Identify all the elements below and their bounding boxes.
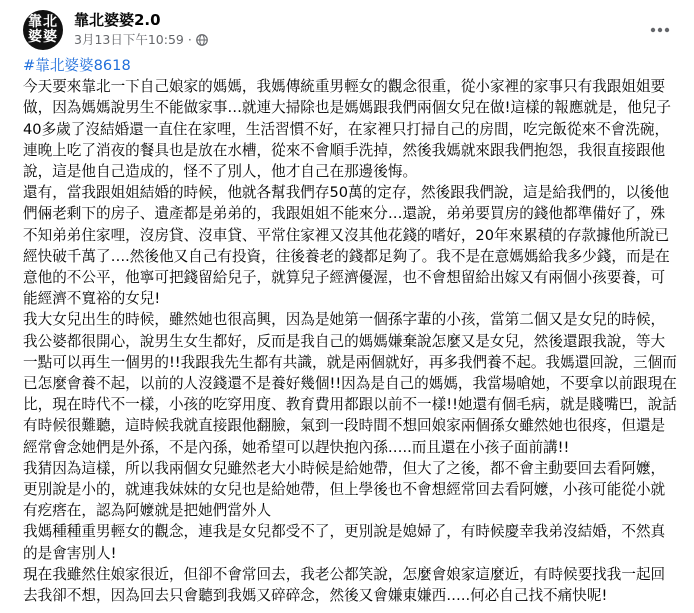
separator-dot: · (187, 32, 192, 47)
post-paragraph: 我猜因為這樣，所以我兩個女兒雖然老大小時候是給她帶，但大了之後，都不會主動要回去看阿嬤，更別說是小的，就連我妹妹的女兒也是給她帶，但上學後也不會想經常回去看阿嬤，小孩可能從小就有疙瘩在，認為阿嬤就是把她們當外人 (23, 459, 666, 520)
post-paragraph: 我大女兒出生的時候，雖然她也很高興，因為是她第一個孫字輩的小孩，當第二個又是女兒的時候，我公婆都很開心，說男生女生都好，反而是我自己的媽媽嫌棄說怎麼又是女兒，然後還跟我說，等大一點可以再生一個男的!!我跟我先生都有共識，就是兩個就好，再多我們養不起。我媽還回說，三個而已怎麼會養不起，以前的人沒錢還不是養好幾個!!因為是自己的媽媽，我當場嗆她，不要拿以前跟現在比，現在時代不一樣，小孩的吃穿用度、教育費用都跟以前不一樣!!她還有個毛病，就是賤嘴巴，說話有時候很難聽，這時候我就直接跟他翻臉，氣到一段時間不想回娘家兩個孫女雖然她也很疼，但還是經常會念她們是外孫，不是內孫，她希望可以趕快抱內孫…..而且還在小孩子面前講!! (23, 311, 677, 456)
post-subline (74, 31, 208, 49)
post-paragraph: 今天要來靠北一下自己娘家的媽媽，我媽傳統重男輕女的觀念很重，從小家裡的家事只有我跟姐姐要做，因為媽媽說男生不能做家事…就連大掃除也是媽媽跟我們兩個女兒在做!這樣的報應就是，他兒子40多歲了沒結婚還一直住在家哩，生活習慣不好，在家裡只打掃自己的房間，吃完飯從來不會洗碗，連晚上吃了消夜的餐具也是放在水槽，從來不會順手洗掉，然後我媽就來跟我們抱怨，我很直接跟他說，這是他自己造成的，怪不了別人，他才自己在那邊後悔。 (23, 78, 671, 181)
post-header (23, 8, 208, 52)
hashtag-link[interactable]: #靠北婆婆8618 (23, 57, 131, 74)
post-timestamp[interactable]: 3月13日下午10:59 (74, 32, 184, 47)
avatar-text-line2: 婆婆 (28, 29, 58, 45)
globe-icon[interactable] (196, 34, 208, 46)
page-name[interactable]: 靠北婆婆2.0 (74, 11, 161, 29)
post-paragraph: 現在我雖然住娘家很近，但卻不會常回去，我老公都笑說，怎麼會娘家這麼近，有時候要找我一起回去我卻不想，因為回去只會聽到我媽又碎碎念，然後又會嫌東嫌西…..何必自己找不痛快呢! (23, 565, 666, 605)
post-content (23, 55, 678, 606)
post-paragraph: 還有，當我跟姐姐結婚的時候，他就各幫我們存50萬的定存，然後跟我們說，這是給我們的，以後他們倆老剩下的房子、遺產都是弟弟的，我跟姐姐不能來分…還說，弟弟要買房的錢他都準備好了，殊不知弟弟住家哩，沒房貸、沒車貸、平常住家裡又沒其他花錢的嗜好，20年來累積的存款據他所說已經快破千萬了….然後他又自己有投資，往後養老的錢都足夠了。我不是在意媽媽給我多少錢，而是在意他的不公平，他寧可把錢留給兒子，就算兒子經濟優渥，也不會想留給出嫁又有兩個小孩要養，可能經濟不寬裕的女兒! (23, 184, 670, 308)
avatar-text-line1: 靠北 (28, 14, 58, 30)
post-paragraph: 我媽種種重男輕女的觀念，連我是女兒都受不了，更別說是媳婦了，有時候慶幸我弟沒結婚，不然真的是會害別人! (23, 523, 666, 562)
more-horizontal-icon[interactable] (642, 12, 678, 48)
avatar[interactable] (23, 10, 63, 50)
post-meta (74, 11, 208, 49)
